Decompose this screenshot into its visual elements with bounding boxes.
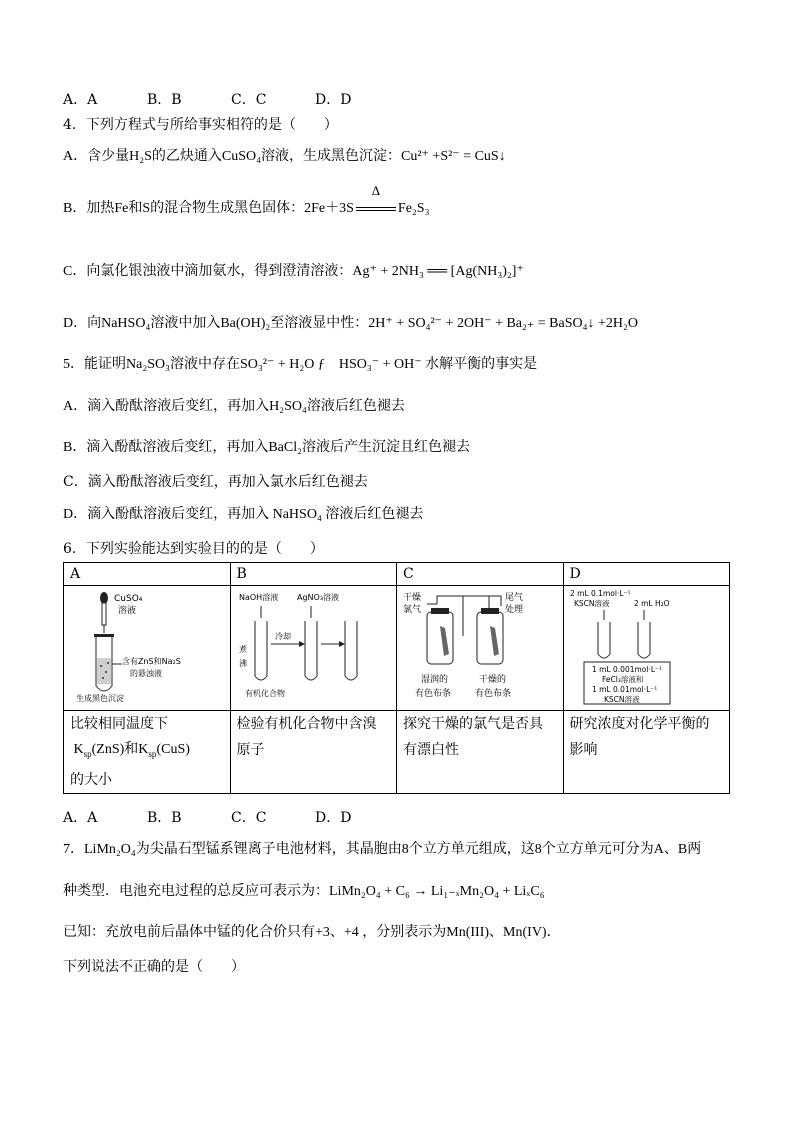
q4-option-b-text: B．加热Fe和S的混合物生成黑色固体：2Fe＋3S [63, 201, 354, 216]
q4-option-c: C．向氯化银浊液中滴加氨水，得到澄清溶液：Ag⁺ + 2NH₃ ══ [Ag(NH₃)₂]⁺ [63, 264, 524, 279]
figc-wet2: 有色布条 [415, 689, 452, 699]
q6-figure-c [397, 586, 564, 711]
figb-cool: 冷却 [274, 632, 291, 641]
q5-option-a: A．滴入酚酞溶液后变红，再加入H₂SO₄溶液后红色褪去 [63, 399, 405, 414]
figc-tail1: 尾气 [505, 593, 524, 603]
q3-option-c: C．C [231, 92, 267, 108]
figd-kscn1: 2 mL 0.1mol·L⁻¹ [569, 589, 630, 598]
q4-option-d: D．向NaHSO₄溶液中加入Ba(OH)₂至溶液显中性：2H⁺ + SO₄²⁻ + 2OH⁻ + Ba₂₊ = BaSO₄↓ +2H₂O [63, 316, 639, 331]
q6-option-b: B．B [147, 810, 182, 826]
q6-option-a: A．A [63, 810, 98, 826]
q6-desc-d: 研究浓度对化学平衡的 影响 [563, 711, 730, 794]
figc-dry2: 氯气 [403, 605, 422, 615]
figd-kscn2: KSCN溶液 [573, 599, 610, 608]
q7-line3: 已知：充放电前后晶体中锰的化合价只有+3、+4 ，分别表示为Mn(III)、Mn(IV)． [63, 925, 561, 940]
q3-option-d: D．D [315, 92, 352, 108]
q6-header-c: C [397, 563, 564, 586]
q6-header-a: A [64, 563, 231, 586]
q3-option-a: A．A [63, 92, 98, 108]
figd-box1: 1 mL 0.001mol·L⁻¹ [591, 665, 662, 674]
q4-option-b-product: Fe₂S₃ [397, 201, 430, 216]
heat-symbol: Δ [371, 183, 381, 198]
q6-desc-row [64, 711, 730, 794]
figa-reagent1: CuSO₄ [114, 594, 143, 604]
figc-dried1: 干燥的 [479, 675, 507, 685]
q6-header-b: B [230, 563, 397, 586]
q6-figure-row [64, 586, 730, 711]
q6-option-d: D．D [315, 810, 352, 826]
q6-figure-d [563, 586, 730, 711]
q6-desc-c: 探究干燥的氯气是否具 有漂白性 [397, 711, 564, 794]
heat-arrow [354, 183, 398, 219]
figa-label1: 含有ZnS和Na₂S [122, 657, 181, 666]
figa-reagent2: 溶液 [118, 606, 137, 616]
figc-wet1: 湿润的 [421, 675, 449, 685]
q5-stem: 5．能证明Na₂SO₃溶液中存在SO₃²⁻ + H₂O ƒ HSO₃⁻ + OH⁻ 水解平衡的事实是 [63, 357, 538, 372]
figd-box3: 1 mL 0.01mol·L⁻¹ [591, 685, 657, 694]
q4-option-a: A．含少量H₂S的乙炔通入CuSO₄溶液，生成黑色沉淀：Cu²⁺ +S²⁻ = CuS↓ [63, 149, 506, 164]
q5-option-d: D．滴入酚酞溶液后变红，再加入 NaHSO₄ 溶液后红色褪去 [63, 507, 424, 522]
q4-stem: 4．下列方程式与所给事实相符的是（ ） [63, 117, 338, 133]
q6-option-c: C．C [231, 810, 267, 826]
q5-option-c: C．滴入酚酞溶液后变红，再加入氯水后红色褪去 [63, 474, 368, 490]
q7-line4: 下列说法不正确的是（ ） [63, 959, 245, 975]
q3-options [63, 90, 399, 110]
figc-tail2: 处理 [505, 605, 524, 615]
figd-box4: KSCN溶液 [603, 695, 640, 704]
figb-org: 有机化合物 [244, 689, 285, 698]
figc-dry1: 干燥 [403, 593, 422, 603]
q6-header-row [64, 563, 730, 586]
q3-option-b: B．B [147, 92, 182, 108]
q4-option-b [63, 183, 430, 219]
q6-desc-b: 检验有机化合物中含溴 原子 [230, 711, 397, 794]
figb-boil1: 煮 [238, 645, 247, 654]
figc-dried2: 有色布条 [475, 689, 512, 699]
q6-table [63, 562, 730, 794]
q7-line2: 种类型．电池充电过程的总反应可表示为：LiMn₂O₄ + C₆ → Li₁₋ₓMn₂O₄ + LiₓC₆ [63, 884, 545, 899]
q6-figure-b [230, 586, 397, 711]
figb-agno3: AgNO₃溶液 [296, 593, 339, 602]
q5-option-b: B．滴入酚酞溶液后变红，再加入BaCl₂溶液后产生沉淀且红色褪去 [63, 440, 470, 455]
figd-water: 2 mL H₂O [633, 599, 670, 608]
figa-bottom: 生成黑色沉淀 [76, 694, 124, 703]
q6-figure-a [64, 586, 231, 711]
figb-boil2: 沸 [238, 659, 247, 668]
q6-options [63, 808, 399, 828]
figd-box2: FeCl₃溶液和 [601, 675, 643, 684]
q6-header-d: D [563, 563, 730, 586]
figb-naoh: NaOH溶液 [238, 593, 278, 602]
q6-desc-a: 比较相同温度下 $K_{sp}(ZnS)$和$K_{sp}(CuS)$ 的大小 [64, 711, 231, 794]
figa-label2: 的悬浊液 [130, 669, 162, 678]
q7-line1: 7．LiMn₂O₄为尖晶石型锰系锂离子电池材料，其晶胞由8个立方单元组成，这8个立方单元可分为A、B两 [63, 842, 702, 857]
q6-stem: 6．下列实验能达到实验目的的是（ ） [63, 541, 324, 557]
